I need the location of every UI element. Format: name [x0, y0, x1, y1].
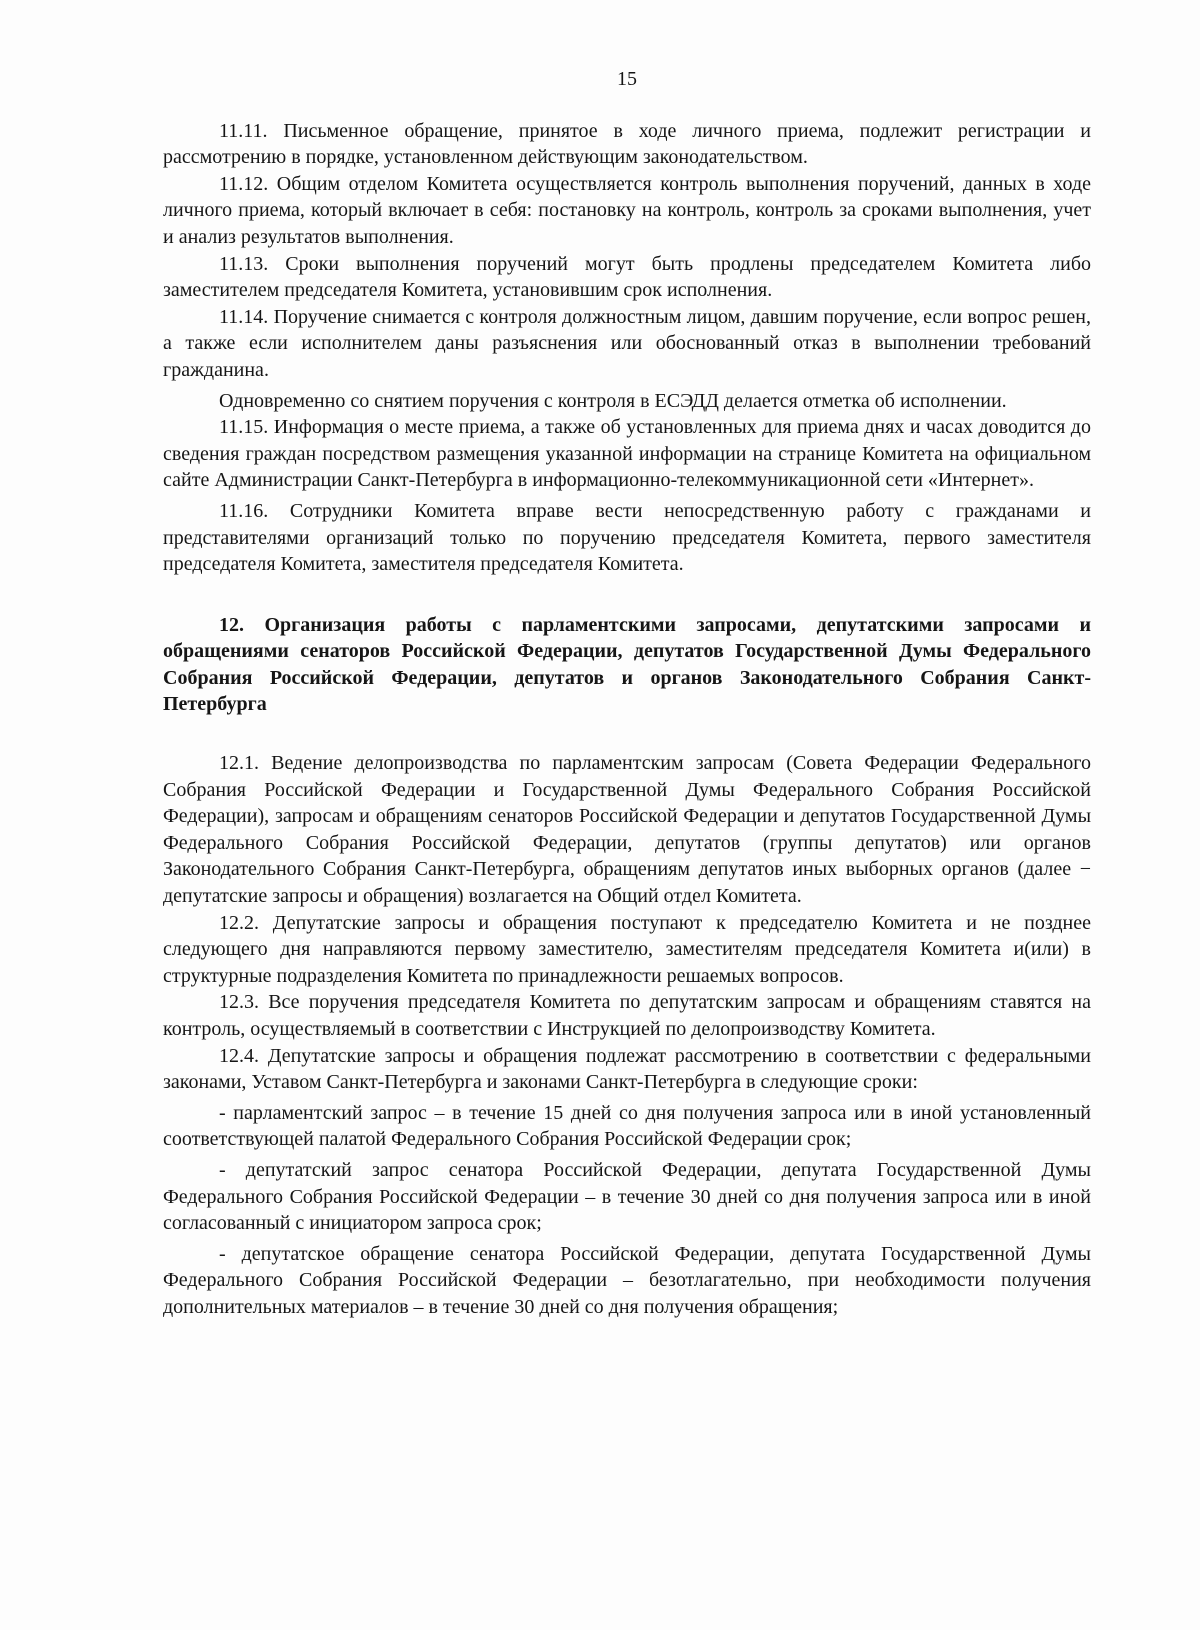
list-item-deputy-appeal: - депутатское обращение сенатора Российской Федерации, депутата Государственной Думы Федерального Собрания Российской Федерации – безотлагательно, при необходимости получения дополнительных материалов – в течение 30 дней со дня получения обращения;	[163, 1242, 1091, 1318]
paragraph-11-16: 11.16. Сотрудники Комитета вправе вести непосредственную работу с гражданами и представителями организаций только по поручению председателя Комитета, первого заместителя председателя Комитета, заместителя председателя Комитета.	[163, 499, 1091, 576]
paragraph-11-14-note: Одновременно со снятием поручения с контроля в ЕСЭДД делается отметка об исполнении.	[219, 389, 1007, 412]
section-12-heading: 12. Организация работы с парламентскими запросами, депутатскими запросами и обращениями сенаторов Российской Федерации, депутатов Государственной Думы Федерального Собрания Российской Федерации, депутатов и органов Законодательного Собрания Санкт-Петербурга	[163, 613, 1091, 716]
page-content	[163, 66, 1091, 1321]
paragraph-11-11: 11.11. Письменное обращение, принятое в ходе личного приема, подлежит регистрации и рассмотрению в порядке, установленном действующим законодательством.	[163, 119, 1091, 169]
paragraph-11-12: 11.12. Общим отделом Комитета осуществляется контроль выполнения поручений, данных в ходе личного приема, который включает в себя: постановку на контроль, контроль за сроками выполнения, учет и анализ результатов выполнения.	[163, 172, 1091, 248]
paragraph-11-15: 11.15. Информация о месте приема, а также об установленных для приема днях и часах доводится до сведения граждан посредством размещения указанной информации на странице Комитета на официальном сайте Администрации Санкт-Петербурга в информационно-телекоммуникационной сети «Интернет».	[163, 416, 1091, 492]
paragraph-12-4: 12.4. Депутатские запросы и обращения подлежат рассмотрению в соответствии с федеральными законами, Уставом Санкт-Петербурга и законами Санкт-Петербурга в следующие сроки:	[163, 1044, 1091, 1094]
paragraph-12-3: 12.3. Все поручения председателя Комитета по депутатским запросам и обращениям ставятся на контроль, осуществляемый в соответствии с Инструкцией по делопроизводству Комитета.	[163, 991, 1091, 1040]
paragraph-12-1: 12.1. Ведение делопроизводства по парламентским запросам (Совета Федерации Федерального Собрания Российской Федерации и Государственной Думы Федерального Собрания Российской Федерации), запросам и обращениям сенаторов Российской Федерации и депутатов Государственной Думы Федерального Собрания Российской Федерации, депутатов (группы депутатов) или органов Законодательного Собрания Санкт-Петербурга, обращениям депутатов иных выборных органов (далее − депутатские запросы и обращения) возлагается на Общий отдел Комитета.	[163, 752, 1091, 908]
page-number: 15	[617, 68, 637, 90]
paragraph-11-13: 11.13. Сроки выполнения поручений могут быть продлены председателем Комитета либо заместителем председателя Комитета, установившим срок исполнения.	[163, 252, 1091, 302]
paragraph-11-14: 11.14. Поручение снимается с контроля должностным лицом, давшим поручение, если вопрос решен, а также если исполнителем даны разъяснения или обоснованный отказ в выполнении требований гражданина.	[163, 305, 1091, 381]
list-item-deputy-request: - депутатский запрос сенатора Российской Федерации, депутата Государственной Думы Федерального Собрания Российской Федерации – в течение 30 дней со дня получения запроса или в иной согласованный с инициатором запроса срок;	[163, 1158, 1091, 1235]
paragraph-12-2: 12.2. Депутатские запросы и обращения поступают к председателю Комитета и не позднее следующего дня направляются первому заместителю, заместителям председателя Комитета и(или) в структурные подразделения Комитета по принадлежности решаемых вопросов.	[163, 911, 1091, 987]
list-item-parliamentary-request: - парламентский запрос – в течение 15 дней со дня получения запроса или в иной установленный соответствующей палатой Федерального Собрания Российской Федерации срок;	[163, 1101, 1091, 1151]
